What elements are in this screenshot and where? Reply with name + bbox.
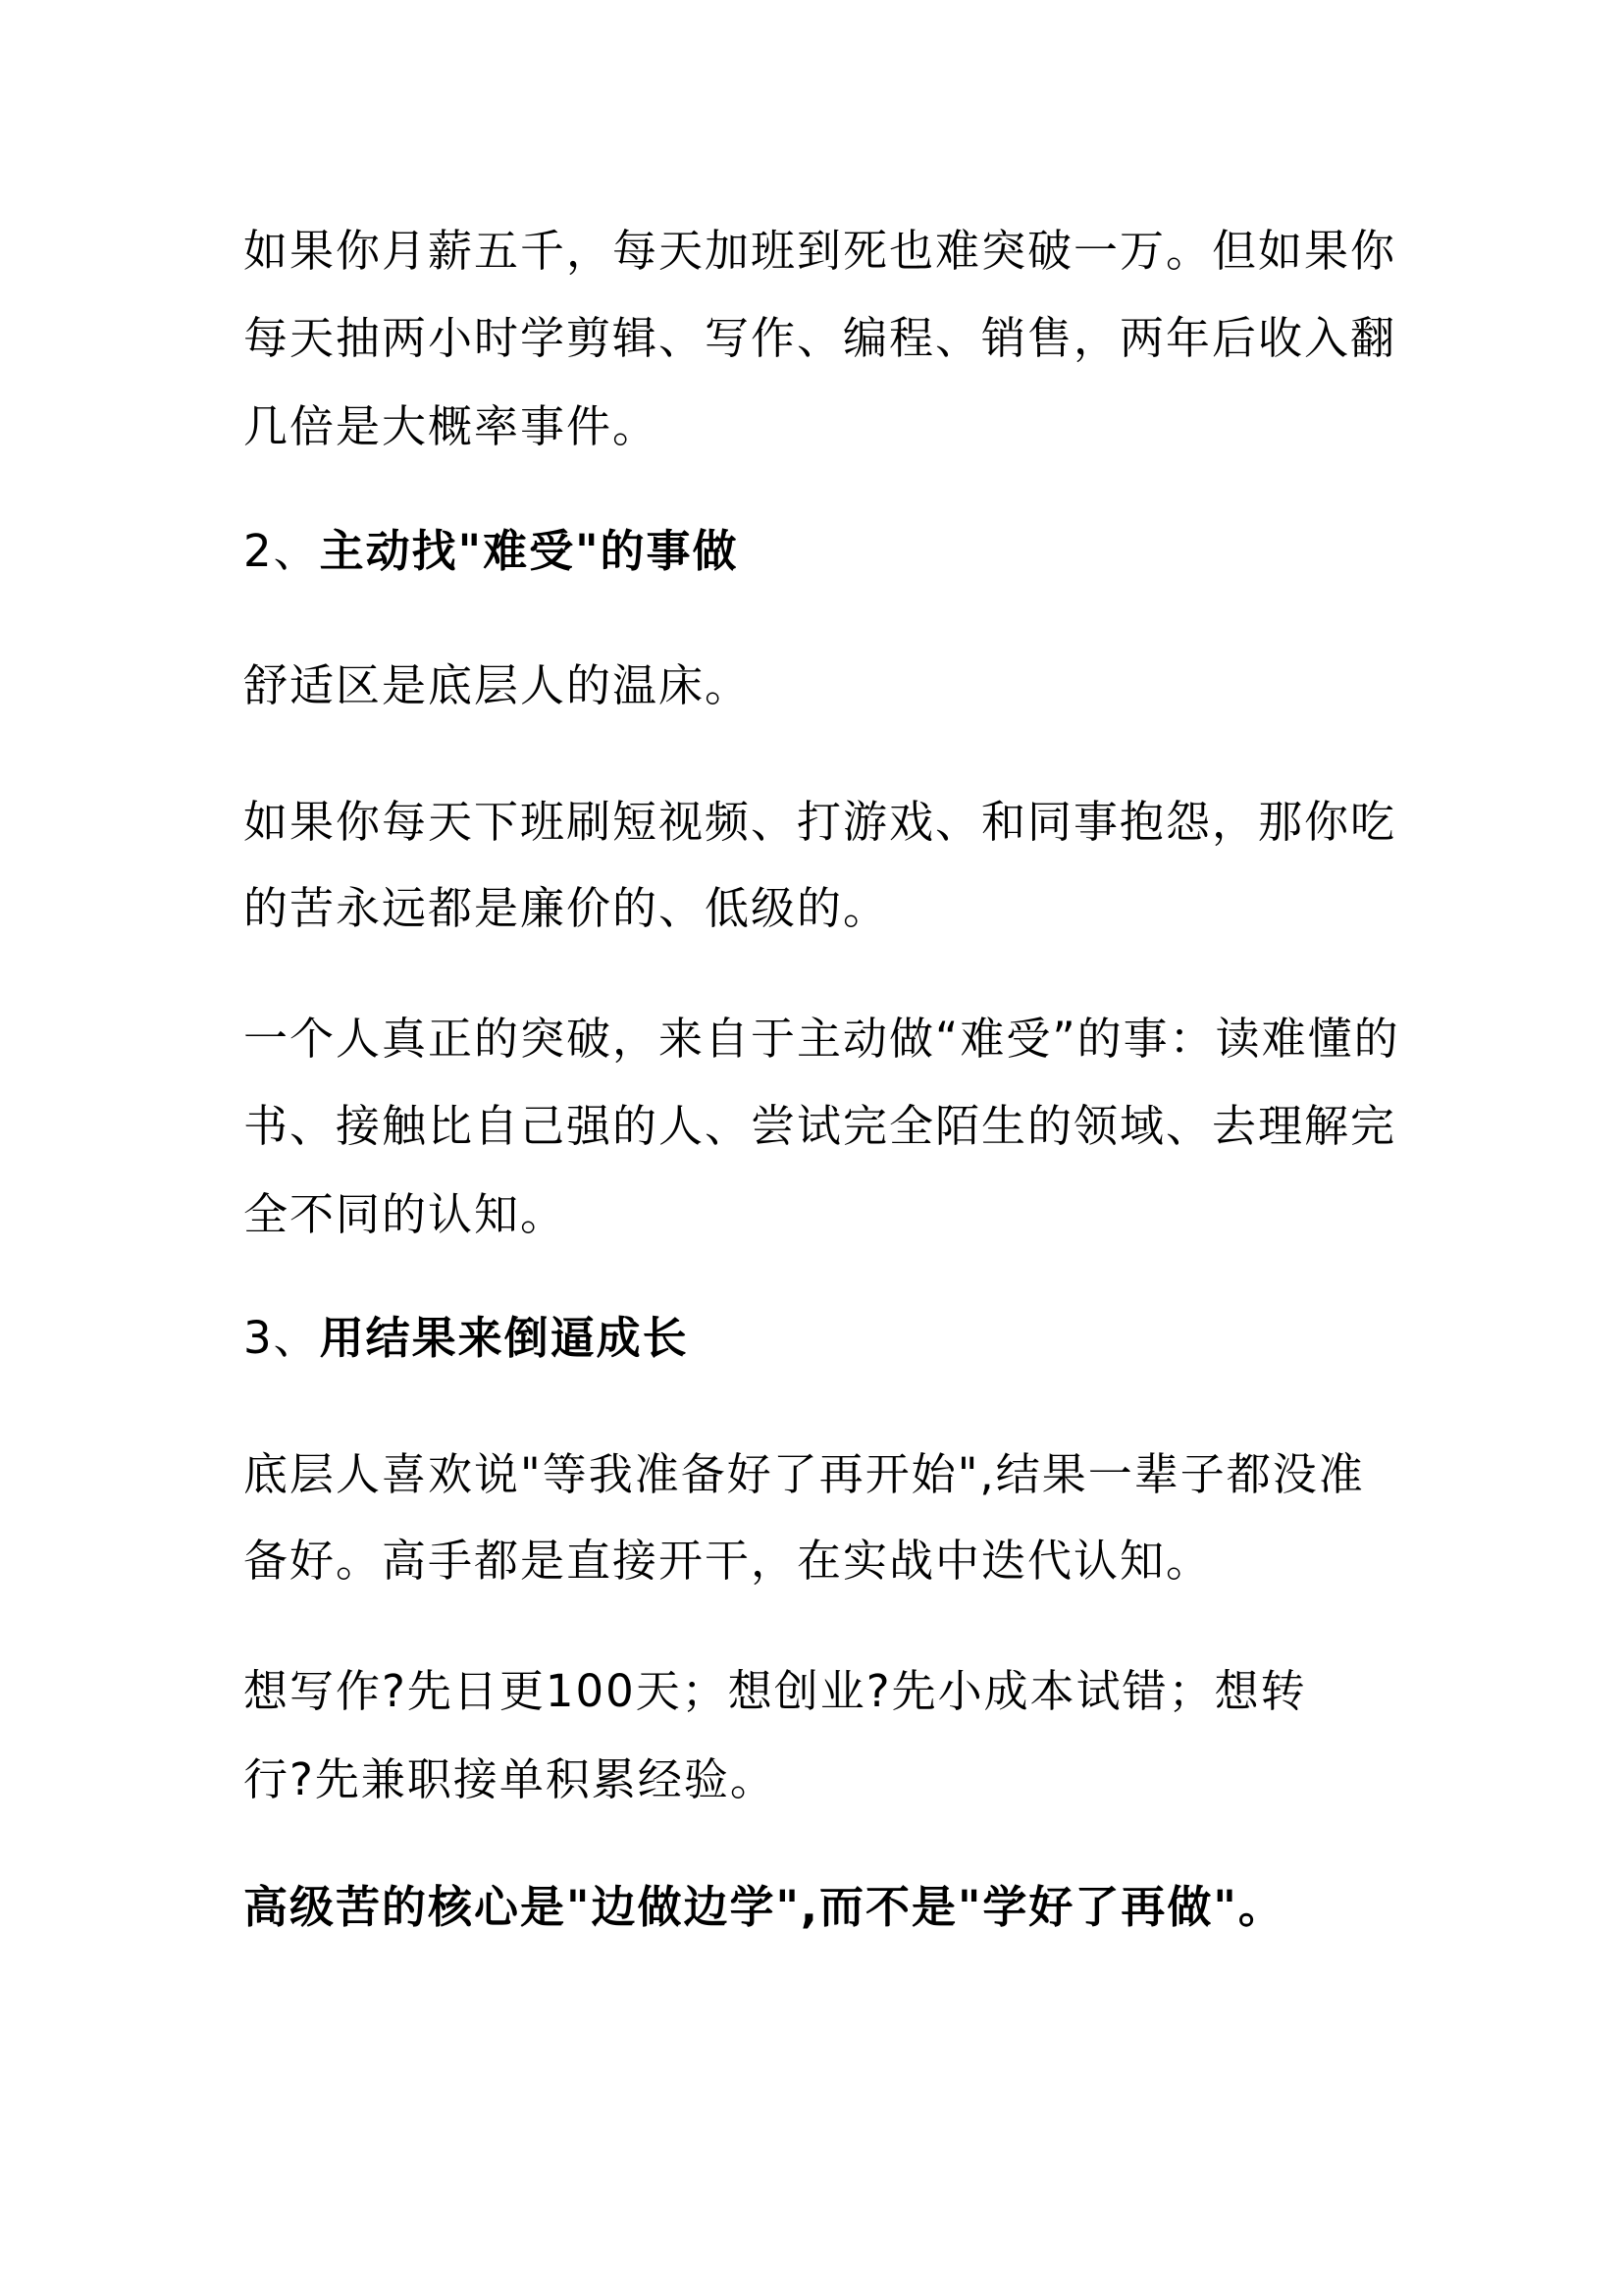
text-line: 舒适区是底层人的温床。	[243, 659, 752, 711]
heading-number: 2、	[243, 525, 320, 577]
text-line: 备好。高手都是直接开干，在实战中迭代认知。	[243, 1535, 1213, 1587]
text-line: 底层人喜欢说"等我准备好了再开始",结果一辈子都没准	[243, 1448, 1365, 1500]
heading-line	[243, 527, 1382, 576]
heading-title: 主动找"难受"的事做	[319, 525, 739, 577]
text-line: 书、接触比自己强的人、尝试完全陌生的领域、去理解完	[243, 1100, 1397, 1152]
text-line: 一个人真正的突破，来自于主动做“难受”的事：读难懂的	[243, 1013, 1400, 1065]
text-line: 如果你月薪五千，每天加班到死也难突破一万。但如果你	[243, 225, 1397, 277]
text-line: 每天抽两小时学剪辑、写作、编程、销售，两年后收入翻	[243, 312, 1397, 364]
text-line: 全不同的认知。	[243, 1188, 567, 1240]
text-line: 的苦永远都是廉价的、低级的。	[243, 882, 890, 934]
text-line: 如果你每天下班刷短视频、打游戏、和同事抱怨，那你吃	[243, 796, 1397, 848]
heading-number: 3、	[243, 1312, 320, 1364]
text-line: 行?先兼职接单积累经验。	[243, 1753, 776, 1805]
text-line: 想写作?先日更100天；想创业?先小成本试错；想转	[243, 1665, 1307, 1717]
text-line: 几倍是大概率事件。	[243, 400, 659, 452]
emphasis-line: 高级苦的核心是"边做边学",而不是"学好了再做"。	[243, 1881, 1284, 1933]
heading-line	[243, 1314, 1382, 1363]
heading-title: 用结果来倒逼成长	[319, 1312, 689, 1364]
